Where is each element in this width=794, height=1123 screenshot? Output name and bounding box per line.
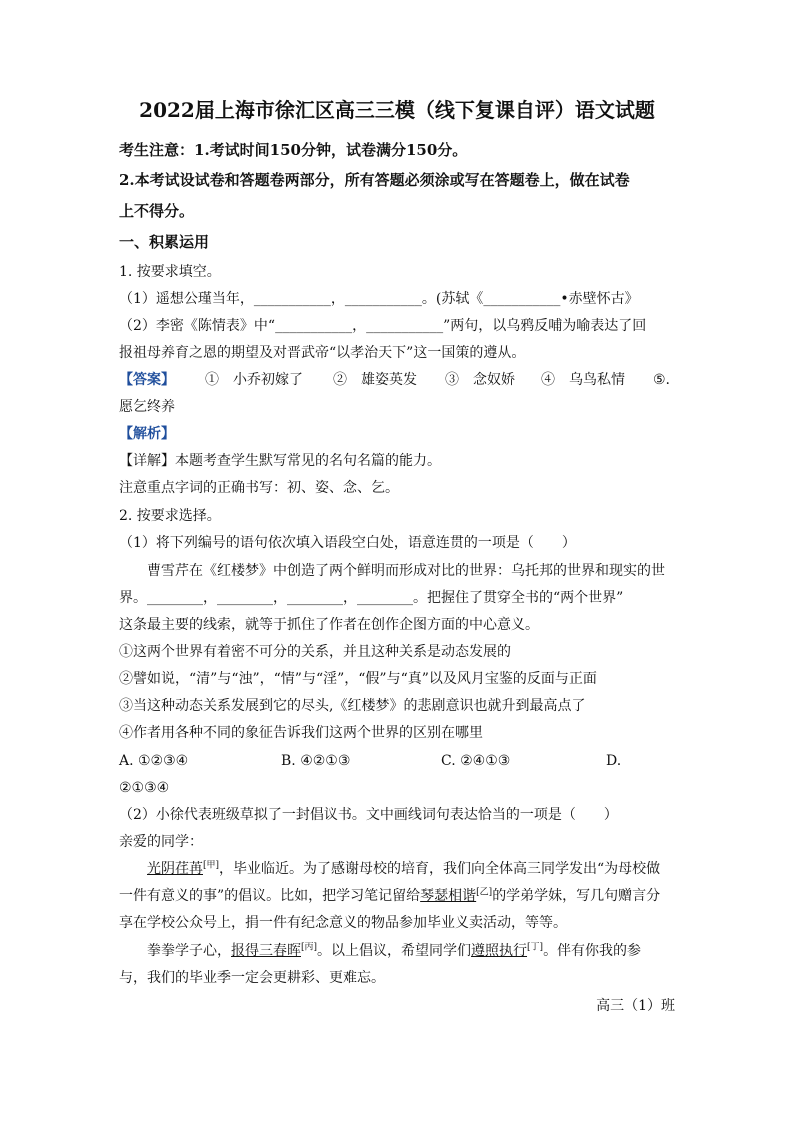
answer-item: ② 雄姿英发 bbox=[333, 372, 417, 388]
letter-text: ，毕业临近。为了感谢母校的培育，我们向全体高三同学发出“为母校做 bbox=[219, 861, 661, 877]
option-a: A. ①②③④ bbox=[119, 753, 189, 769]
underlined-phrase: 光阴荏苒 bbox=[147, 861, 203, 877]
section-heading: 一、积累运用 bbox=[119, 233, 210, 251]
answer-item: ③ 念奴娇 bbox=[445, 372, 515, 388]
notice-line-2: 2.本考试设试卷和答题卷两部分，所有答题必须涂或写在答题卷上，做在试卷 bbox=[119, 171, 630, 189]
passage-line-2: 界。________，________，________，________。把握住了贯穿全书的“两个世界” bbox=[119, 590, 624, 606]
letter-line-3: 享在学校公众号上，捐一件有纪念意义的物品参加毕业义卖活动，等等。 bbox=[119, 915, 567, 931]
question-1-heading: 1. 按要求填空。 bbox=[119, 264, 221, 280]
letter-text: 的学弟学妹，写几句赠言分 bbox=[492, 888, 661, 904]
marker-ding: [丁] bbox=[527, 942, 544, 953]
answer-tail: 愿乞终养 bbox=[119, 399, 175, 415]
question-1-part-2-b: 报祖母养育之恩的期望及对晋武帝“以孝治天下”这一国策的遵从。 bbox=[119, 345, 526, 361]
marker-bing: [丙] bbox=[301, 942, 318, 953]
letter-text: 拳拳学子心， bbox=[147, 943, 231, 959]
underlined-phrase: 遵照执行 bbox=[471, 943, 528, 959]
letter-line-5: 与，我们的毕业季一定会更耕彩、更难忘。 bbox=[119, 970, 385, 986]
sentence-item: ④作者用各种不同的象征告诉我们这两个世界的区别在哪里 bbox=[119, 725, 483, 741]
page-title: 2022届上海市徐汇区高三三模（线下复课自评）语文试题 bbox=[139, 98, 655, 122]
marker-jia: [甲] bbox=[203, 860, 220, 871]
marker-yi: [乙] bbox=[476, 887, 493, 898]
notice-line-3: 上不得分。 bbox=[119, 202, 195, 220]
letter-text: 。以上倡议，希望同学们 bbox=[317, 943, 472, 959]
sentence-item: ③当这种动态关系发展到它的尽头,《红楼梦》的悲剧意识也就升到最高点了 bbox=[119, 698, 586, 714]
sentence-item: ①这两个世界有着密不可分的关系，并且这种关系是动态发展的 bbox=[119, 644, 511, 660]
question-2-heading: 2. 按要求选择。 bbox=[119, 508, 221, 524]
letter-text: 一件有意义的事”的倡议。比如，把学习笔记留给 bbox=[119, 888, 421, 904]
question-2-part-1: （1）将下列编号的语句依次填入语段空白处，语意连贯的一项是（ ） bbox=[119, 535, 576, 551]
letter-signature: 高三（1）班 bbox=[596, 998, 675, 1014]
answer-item: ⑤. bbox=[653, 372, 671, 388]
passage-line-3: 这条最主要的线索，就等于抓住了作者在创作企图方面的中心意义。 bbox=[119, 617, 539, 633]
sentence-item: ②譬如说，“清”与“浊”，“情”与“淫”，“假”与“真”以及风月宝鉴的反面与正面 bbox=[119, 671, 597, 687]
option-d-text: ②①③④ bbox=[119, 780, 170, 796]
option-c: C. ②④①③ bbox=[441, 753, 511, 769]
option-d: D. bbox=[606, 753, 622, 769]
analysis-note: 注意重点字词的正确书写：初、姿、念、乞。 bbox=[119, 480, 399, 496]
notice-line-1: 考生注意：1.考试时间150分钟，试卷满分150分。 bbox=[119, 141, 468, 159]
letter-greeting: 亲爱的同学： bbox=[119, 834, 203, 850]
letter-line-2 bbox=[119, 886, 675, 906]
passage-line-1: 曹雪芹在《红楼梦》中创造了两个鲜明而形成对比的世界：乌托邦的世界和现实的世 bbox=[147, 563, 665, 579]
question-1-part-1: （1）遥想公瑾当年，___________，___________。(苏轼《___________•赤壁怀古》 bbox=[119, 291, 639, 307]
option-b: B. ④②①③ bbox=[281, 753, 351, 769]
letter-line-4 bbox=[119, 941, 675, 961]
answer-item: ① 小乔初嫁了 bbox=[205, 372, 303, 388]
underlined-phrase: 报得三春晖 bbox=[231, 943, 301, 959]
analysis-detail: 【详解】本题考查学生默写常见的名句名篇的能力。 bbox=[119, 453, 441, 469]
analysis-tag: 【解析】 bbox=[119, 426, 175, 442]
underlined-phrase: 琴瑟相谐 bbox=[420, 888, 477, 904]
question-1-part-2-a: （2）李密《陈情表》中“___________，___________”两句，以乌鸦反哺为喻表达了回 bbox=[119, 318, 647, 334]
answer-item: ④ 乌鸟私情 bbox=[541, 372, 625, 388]
question-2-part-2: （2）小徐代表班级草拟了一封倡议书。文中画线词句表达恰当的一项是（ ） bbox=[119, 807, 618, 823]
letter-text: 。伴有你我的参 bbox=[543, 943, 642, 959]
letter-line-1 bbox=[119, 859, 675, 879]
answer-tag: 【答案】 bbox=[119, 372, 175, 388]
